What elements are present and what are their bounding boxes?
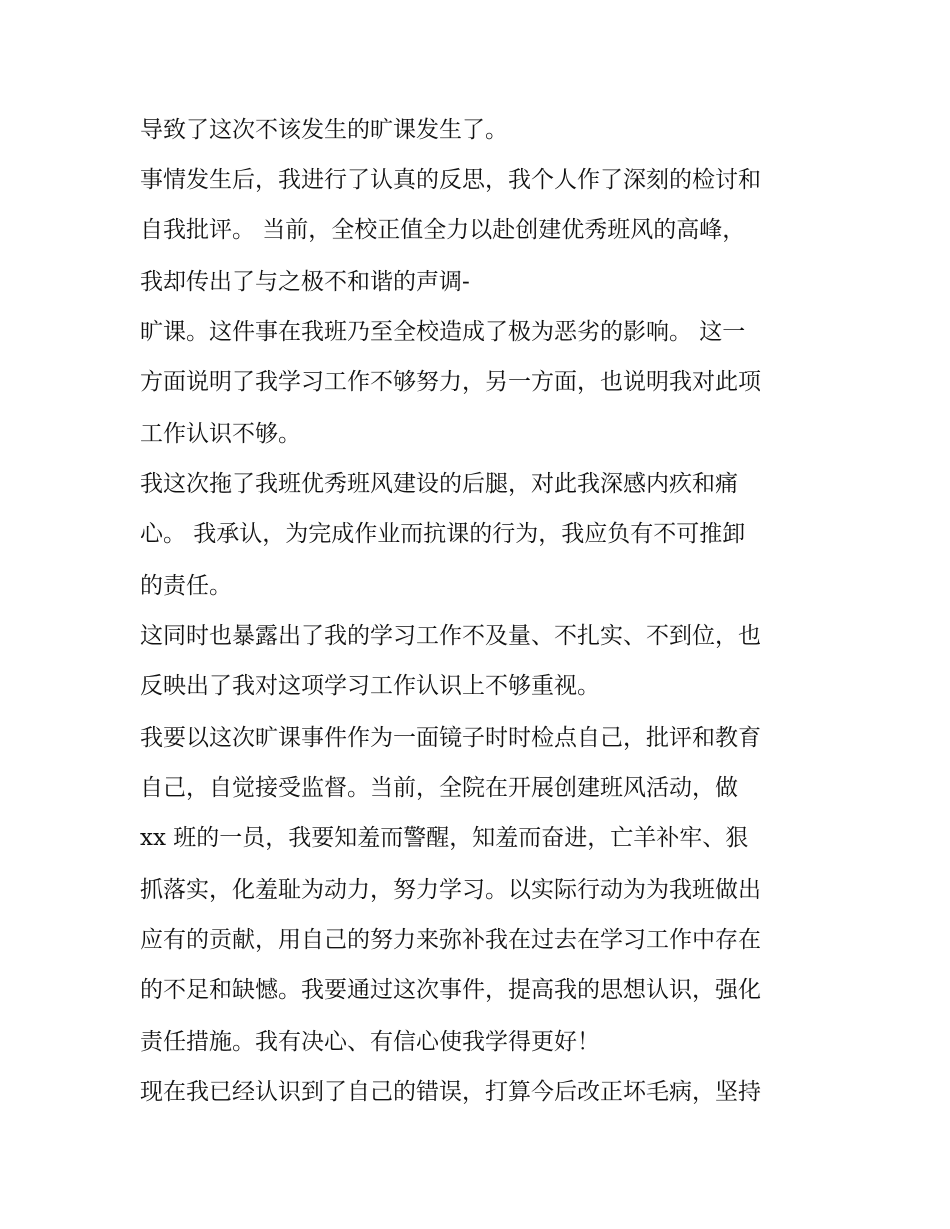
text-line: 责任措施。我有决心、有信心使我学得更好！ [140,1029,600,1055]
text-line: 事情发生后，我进行了认真的反思，我个人作了深刻的检讨和 [140,167,761,193]
text-line: 自己，自觉接受监督。当前，全院在开展创建班风活动，做 [140,775,738,801]
text-line: 抓落实，化羞耻为动力，努力学习。以实际行动为为我班做出 [140,877,761,903]
text-line: 我却传出了与之极不和谐的声调- [140,269,470,295]
text-line: 应有的贡献，用自己的努力来弥补我在过去在学习工作中存在 [140,927,761,953]
text-line: 的责任。 [140,573,232,599]
text-line: xx 班的一员，我要知羞而警醒，知羞而奋进，亡羊补牢、狠 [140,825,749,851]
text-line: 工作认识不够。 [140,421,301,447]
text-line: 反映出了我对这项学习工作认识上不够重视。 [140,673,600,699]
text-line: 这同时也暴露出了我的学习工作不及量、不扎实、不到位，也 [140,623,761,649]
text-line: 现在我已经认识到了自己的错误，打算今后改正坏毛病，坚持 [140,1079,761,1105]
text-line: 的不足和缺憾。我要通过这次事件，提高我的思想认识，强化 [140,977,761,1003]
text-line: 我要以这次旷课事件作为一面镜子时时检点自己，批评和教育 [140,725,761,751]
text-line: 自我批评。 当前，全校正值全力以赴创建优秀班风的高峰， [140,217,746,243]
text-line: 导致了这次不该发生的旷课发生了。 [140,117,508,143]
text-line: 旷课。这件事在我班乃至全校造成了极为恶劣的影响。 这一 [140,319,746,345]
text-line: 我这次拖了我班优秀班风建设的后腿，对此我深感内疚和痛 [140,471,738,497]
text-line: 方面说明了我学习工作不够努力，另一方面，也说明我对此项 [140,369,761,395]
text-line: 心。 我承认，为完成作业而抗课的行为，我应负有不可推卸 [140,521,746,547]
